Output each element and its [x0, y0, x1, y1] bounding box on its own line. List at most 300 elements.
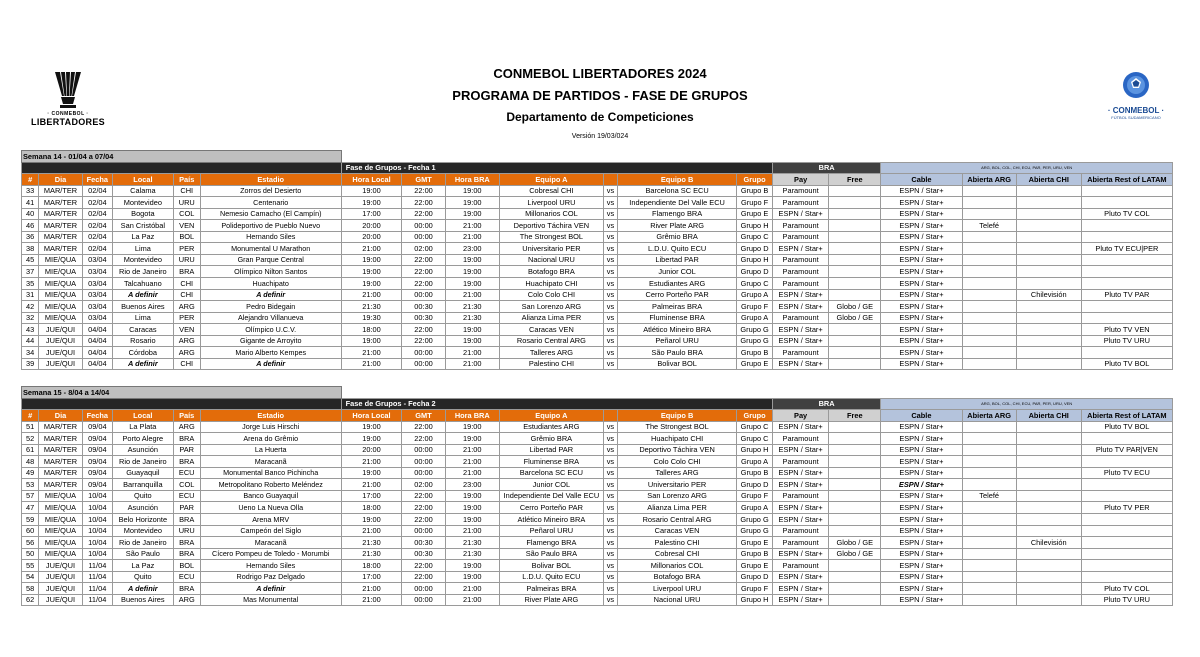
cell-stadium: Huachipato — [200, 278, 341, 290]
cell-bra-pay: ESPN / Star+ — [772, 335, 828, 347]
cell-stadium: Arena MRV — [200, 514, 341, 526]
cell-bra-pay: Paramount — [772, 560, 828, 572]
cell-local-time: 18:00 — [341, 324, 402, 336]
cell-stadium: Rodrigo Paz Delgado — [200, 571, 341, 583]
cell-open-arg — [962, 208, 1016, 220]
cell-match-number: 62 — [22, 594, 39, 606]
cell-vs: vs — [603, 197, 617, 209]
cell-open-chi — [1016, 197, 1081, 209]
cell-team-a: Grêmio BRA — [499, 433, 603, 445]
cell-local-time: 19:00 — [341, 266, 402, 278]
cell-bra-free — [829, 467, 881, 479]
cell-stadium: Mario Alberto Kempes — [200, 347, 341, 359]
cell-open-chi: Chilevisión — [1016, 537, 1081, 549]
column-header-open-chi: Abierta CHI — [1016, 410, 1081, 422]
cell-team-b: Junior COL — [618, 266, 737, 278]
phase-label: Fase de Grupos - Fecha 2 — [341, 398, 772, 410]
cell-local-time: 21:00 — [341, 583, 402, 595]
cell-local-time: 17:00 — [341, 490, 402, 502]
cell-open-chi — [1016, 278, 1081, 290]
cell-bra-time: 19:00 — [445, 266, 499, 278]
cell-stadium: Olímpico U.C.V. — [200, 324, 341, 336]
cell-open-latam — [1081, 347, 1172, 359]
cell-open-latam — [1081, 185, 1172, 197]
cell-open-chi — [1016, 324, 1081, 336]
cell-stadium: Mas Monumental — [200, 594, 341, 606]
cell-local-time: 21:30 — [341, 548, 402, 560]
phase-spacer — [22, 398, 342, 410]
column-header-row — [22, 174, 1173, 186]
column-header-city: Local — [113, 410, 174, 422]
cell-bra-time: 21:00 — [445, 358, 499, 370]
cell-bra-time: 21:30 — [445, 537, 499, 549]
cell-open-chi — [1016, 444, 1081, 456]
cell-match-number: 39 — [22, 358, 39, 370]
cell-cable: ESPN / Star+ — [881, 537, 962, 549]
cell-day: MAR/TER — [39, 220, 82, 232]
cell-team-b: Atlético Mineiro BRA — [618, 324, 737, 336]
table-row — [22, 301, 1173, 313]
cell-day: MIE/QUA — [39, 514, 82, 526]
cell-open-arg — [962, 479, 1016, 491]
cell-date: 09/04 — [82, 467, 112, 479]
cell-city: Quito — [113, 490, 174, 502]
cell-gmt-time: 00:30 — [402, 537, 445, 549]
cell-cable: ESPN / Star+ — [881, 243, 962, 255]
cell-bra-free — [829, 444, 881, 456]
cell-open-chi — [1016, 208, 1081, 220]
cell-open-arg — [962, 525, 1016, 537]
schedule-table-week-15 — [21, 386, 1173, 606]
department-name: Departamento de Competiciones — [506, 110, 694, 124]
cell-open-arg — [962, 289, 1016, 301]
cell-date: 03/04 — [82, 312, 112, 324]
cell-bra-pay: ESPN / Star+ — [772, 324, 828, 336]
table-row — [22, 324, 1173, 336]
cell-bra-free — [829, 583, 881, 595]
cell-bra-time: 21:30 — [445, 548, 499, 560]
cell-cable: ESPN / Star+ — [881, 444, 962, 456]
cell-group: Grupo G — [737, 335, 773, 347]
cell-bra-free — [829, 231, 881, 243]
cell-bra-free — [829, 514, 881, 526]
cell-team-b: Alianza Lima PER — [617, 502, 736, 514]
cell-match-number: 58 — [22, 583, 39, 595]
column-header-team-b: Equipo B — [618, 174, 737, 186]
cell-open-latam: Pluto TV BOL — [1081, 358, 1172, 370]
cell-open-arg — [962, 456, 1016, 468]
cell-date: 03/04 — [82, 278, 112, 290]
cell-stadium: La Huerta — [200, 444, 341, 456]
cell-bra-pay: ESPN / Star+ — [772, 208, 828, 220]
libertadores-logo — [28, 70, 108, 128]
cell-bra-time: 19:00 — [445, 208, 499, 220]
cell-team-b: River Plate ARG — [618, 220, 737, 232]
cell-stadium: Pedro Bidegain — [200, 301, 341, 313]
table-row — [22, 197, 1173, 209]
cell-team-a: São Paulo BRA — [499, 548, 603, 560]
cell-day: MIE/QUA — [39, 289, 82, 301]
cell-cable: ESPN / Star+ — [881, 548, 962, 560]
cell-group: Grupo C — [737, 231, 773, 243]
cell-open-chi — [1016, 456, 1081, 468]
cell-open-latam — [1081, 548, 1172, 560]
cell-vs: vs — [603, 548, 617, 560]
cell-stadium: Gigante de Arroyito — [200, 335, 341, 347]
cell-bra-time: 21:00 — [445, 467, 499, 479]
cell-cable: ESPN / Star+ — [881, 324, 962, 336]
cell-date: 10/04 — [82, 502, 112, 514]
cell-bra-free — [829, 324, 881, 336]
cell-open-latam — [1081, 490, 1172, 502]
cell-bra-time: 21:00 — [445, 289, 499, 301]
cell-group: Grupo A — [737, 312, 773, 324]
cell-match-number: 60 — [22, 525, 39, 537]
table-row — [22, 594, 1173, 606]
cell-country: URU — [173, 525, 200, 537]
cell-gmt-time: 00:00 — [402, 583, 445, 595]
cell-cable: ESPN / Star+ — [881, 571, 962, 583]
week-row — [22, 151, 1173, 163]
cell-city: Caracas — [113, 324, 174, 336]
cell-city: A definir — [113, 358, 174, 370]
cell-gmt-time: 00:30 — [402, 312, 445, 324]
table-row — [22, 208, 1173, 220]
cell-stadium: Centenario — [200, 197, 341, 209]
table-row — [22, 490, 1173, 502]
version-label: Versión 19/03/024 — [571, 133, 629, 140]
cell-local-time: 21:30 — [341, 301, 402, 313]
document-title: CONMEBOL LIBERTADORES 2024 — [493, 66, 707, 81]
cell-gmt-time: 00:00 — [402, 231, 445, 243]
cell-bra-free — [829, 525, 881, 537]
cell-day: JUE/QUI — [39, 571, 82, 583]
cell-day: MAR/TER — [39, 479, 82, 491]
cell-team-a: Deportivo Táchira VEN — [499, 220, 603, 232]
cell-stadium: Campeón del Siglo — [200, 525, 341, 537]
cell-bra-pay: ESPN / Star+ — [772, 514, 828, 526]
bra-header: BRA — [772, 398, 880, 410]
cell-open-latam: Pluto TV PER — [1081, 502, 1172, 514]
cell-open-arg — [962, 266, 1016, 278]
column-header-bra-free: Free — [829, 174, 881, 186]
cell-bra-time: 19:00 — [445, 514, 499, 526]
cell-stadium: Metropolitano Roberto Meléndez — [200, 479, 341, 491]
column-header-open-arg: Abierta ARG — [962, 410, 1016, 422]
cell-team-a: Botafogo BRA — [499, 266, 603, 278]
cell-day: MAR/TER — [39, 243, 82, 255]
cell-bra-free — [829, 433, 881, 445]
cell-day: JUE/QUI — [39, 324, 82, 336]
column-header-country: País — [173, 174, 200, 186]
phase-label: Fase de Grupos - Fecha 1 — [341, 162, 772, 174]
cell-bra-pay: Paramount — [772, 278, 828, 290]
cell-bra-pay: Paramount — [772, 220, 828, 232]
cell-country: PER — [173, 312, 200, 324]
cell-gmt-time: 22:00 — [402, 197, 445, 209]
cell-day: MAR/TER — [39, 444, 82, 456]
bra-header: BRA — [772, 162, 880, 174]
logo-conmebol-text: · CONMEBOL · — [47, 111, 89, 117]
week-blank — [341, 151, 1172, 163]
cell-open-arg — [962, 502, 1016, 514]
column-header-team-a: Equipo A — [499, 410, 603, 422]
cell-date: 10/04 — [82, 548, 112, 560]
table-row — [22, 358, 1173, 370]
cell-open-arg — [962, 583, 1016, 595]
cell-match-number: 51 — [22, 421, 39, 433]
cell-vs: vs — [603, 456, 617, 468]
cell-team-b: Cerro Porteño PAR — [618, 289, 737, 301]
cell-country: BOL — [173, 560, 200, 572]
cell-country: ARG — [173, 421, 200, 433]
column-header-date: Fecha — [82, 410, 112, 422]
cell-city: Córdoba — [113, 347, 174, 359]
cell-local-time: 17:00 — [341, 208, 402, 220]
cell-bra-pay: Paramount — [772, 347, 828, 359]
cell-bra-pay: ESPN / Star+ — [772, 289, 828, 301]
cell-match-number: 52 — [22, 433, 39, 445]
cell-stadium: Ueno La Nueva Olla — [200, 502, 341, 514]
cell-bra-pay: Paramount — [772, 537, 828, 549]
column-header-city: Local — [113, 174, 174, 186]
cell-open-chi — [1016, 560, 1081, 572]
cell-gmt-time: 00:00 — [402, 444, 445, 456]
cell-cable: ESPN / Star+ — [881, 335, 962, 347]
cell-bra-free — [829, 185, 881, 197]
cell-bra-free — [829, 266, 881, 278]
cell-bra-time: 23:00 — [445, 243, 499, 255]
cell-match-number: 34 — [22, 347, 39, 359]
cell-gmt-time: 22:00 — [402, 560, 445, 572]
cell-country: BRA — [173, 456, 200, 468]
cell-team-a: Peñarol URU — [499, 525, 603, 537]
schedule-table-week-14 — [21, 150, 1173, 370]
cell-cable: ESPN / Star+ — [881, 185, 962, 197]
cell-open-arg — [962, 197, 1016, 209]
cell-date: 09/04 — [82, 456, 112, 468]
cell-match-number: 55 — [22, 560, 39, 572]
cell-gmt-time: 22:00 — [402, 254, 445, 266]
cell-bra-pay: ESPN / Star+ — [772, 444, 828, 456]
cell-country: BRA — [173, 548, 200, 560]
cell-open-chi — [1016, 312, 1081, 324]
column-header-local-time: Hora Local — [341, 174, 402, 186]
column-header-cable: Cable — [881, 174, 962, 186]
cell-cable: ESPN / Star+ — [881, 312, 962, 324]
column-header-bra-time: Hora BRA — [445, 174, 499, 186]
cell-open-latam: Pluto TV BOL — [1081, 421, 1172, 433]
cell-open-arg — [962, 548, 1016, 560]
cell-local-time: 20:00 — [341, 220, 402, 232]
cell-country: BRA — [173, 433, 200, 445]
cell-open-chi — [1016, 583, 1081, 595]
column-header-gmt-time: GMT — [402, 410, 445, 422]
cell-open-chi — [1016, 358, 1081, 370]
cell-cable: ESPN / Star+ — [881, 594, 962, 606]
cell-country: BRA — [173, 266, 200, 278]
cell-team-b: Talleres ARG — [617, 467, 736, 479]
column-header-bra-time: Hora BRA — [445, 410, 499, 422]
cell-bra-pay: Paramount — [772, 254, 828, 266]
cell-stadium: Polideportivo de Pueblo Nuevo — [200, 220, 341, 232]
cell-date: 03/04 — [82, 254, 112, 266]
cell-stadium: Arena do Grêmio — [200, 433, 341, 445]
cell-match-number: 33 — [22, 185, 39, 197]
cell-open-arg — [962, 335, 1016, 347]
cell-date: 10/04 — [82, 525, 112, 537]
cell-cable: ESPN / Star+ — [881, 467, 962, 479]
cell-vs: vs — [603, 583, 617, 595]
table-row — [22, 479, 1173, 491]
cell-gmt-time: 00:00 — [402, 456, 445, 468]
cell-open-latam — [1081, 433, 1172, 445]
cell-team-a: San Lorenzo ARG — [499, 301, 603, 313]
cell-vs: vs — [603, 335, 617, 347]
table-row — [22, 220, 1173, 232]
cell-cable: ESPN / Star+ — [881, 490, 962, 502]
cell-local-time: 19:00 — [341, 421, 402, 433]
cell-country: CHI — [173, 185, 200, 197]
cell-local-time: 19:00 — [341, 467, 402, 479]
phase-row — [22, 162, 1173, 174]
cell-team-a: Estudiantes ARG — [499, 421, 603, 433]
cell-date: 02/04 — [82, 220, 112, 232]
cell-team-a: Huachipato CHI — [499, 278, 603, 290]
cell-bra-free: Globo / GE — [829, 537, 881, 549]
cell-cable: ESPN / Star+ — [881, 358, 962, 370]
cell-day: JUE/QUI — [39, 583, 82, 595]
cell-city: Barranquilla — [113, 479, 174, 491]
cell-bra-time: 19:00 — [445, 324, 499, 336]
table-row — [22, 444, 1173, 456]
cell-team-b: Cobresal CHI — [617, 548, 736, 560]
column-header-stadium: Estadio — [200, 174, 341, 186]
cell-open-arg — [962, 254, 1016, 266]
cell-gmt-time: 00:00 — [402, 289, 445, 301]
cell-open-arg — [962, 185, 1016, 197]
cell-date: 10/04 — [82, 537, 112, 549]
cell-vs: vs — [603, 254, 617, 266]
cell-team-a: Millonarios COL — [499, 208, 603, 220]
cell-open-latam: Pluto TV ECU — [1081, 467, 1172, 479]
cell-open-arg — [962, 571, 1016, 583]
cell-bra-pay: Paramount — [772, 525, 828, 537]
cell-gmt-time: 02:00 — [402, 243, 445, 255]
cell-open-arg — [962, 594, 1016, 606]
cell-team-a: Palmeiras BRA — [499, 583, 603, 595]
cell-bra-free — [829, 243, 881, 255]
cell-cable: ESPN / Star+ — [881, 525, 962, 537]
cell-bra-time: 19:00 — [445, 197, 499, 209]
column-header-row — [22, 410, 1173, 422]
week-row — [22, 387, 1173, 399]
cell-open-arg — [962, 243, 1016, 255]
cell-bra-pay: Paramount — [772, 312, 828, 324]
cell-date: 03/04 — [82, 289, 112, 301]
cell-day: MAR/TER — [39, 208, 82, 220]
cell-cable: ESPN / Star+ — [881, 301, 962, 313]
cell-day: MAR/TER — [39, 467, 82, 479]
cell-team-a: L.D.U. Quito ECU — [499, 571, 603, 583]
column-header-gmt-time: GMT — [402, 174, 445, 186]
cell-bra-time: 21:00 — [445, 231, 499, 243]
table-row — [22, 243, 1173, 255]
cell-team-a: Junior COL — [499, 479, 603, 491]
cell-team-b: Botafogo BRA — [617, 571, 736, 583]
cell-team-b: Huachipato CHI — [617, 433, 736, 445]
cell-local-time: 17:00 — [341, 571, 402, 583]
cell-local-time: 19:00 — [341, 433, 402, 445]
cell-stadium: Hernando Siles — [200, 560, 341, 572]
cell-match-number: 50 — [22, 548, 39, 560]
cell-group: Grupo C — [737, 421, 773, 433]
cell-date: 02/04 — [82, 208, 112, 220]
cell-city: Lima — [113, 243, 174, 255]
cell-gmt-time: 00:00 — [402, 467, 445, 479]
cell-team-b: Barcelona SC ECU — [618, 185, 737, 197]
cell-city: Calama — [113, 185, 174, 197]
cell-match-number: 38 — [22, 243, 39, 255]
cell-group: Grupo B — [737, 185, 773, 197]
cell-city: Buenos Aires — [113, 594, 174, 606]
ball-icon — [1118, 70, 1154, 100]
cell-open-chi — [1016, 421, 1081, 433]
cell-vs: vs — [603, 220, 617, 232]
cell-group: Grupo F — [737, 583, 773, 595]
cell-team-a: Bolivar BOL — [499, 560, 603, 572]
cell-team-b: Palestino CHI — [617, 537, 736, 549]
column-header-match-number: # — [22, 410, 39, 422]
table-row — [22, 571, 1173, 583]
cell-local-time: 20:00 — [341, 231, 402, 243]
cell-date: 11/04 — [82, 560, 112, 572]
cell-vs: vs — [603, 278, 617, 290]
table-row — [22, 231, 1173, 243]
cell-city: Porto Alegre — [113, 433, 174, 445]
cell-cable: ESPN / Star+ — [881, 479, 962, 491]
cell-bra-time: 19:00 — [445, 571, 499, 583]
cell-open-arg — [962, 347, 1016, 359]
cell-day: MIE/QUA — [39, 490, 82, 502]
cell-country: COL — [173, 479, 200, 491]
cell-team-b: Peñarol URU — [618, 335, 737, 347]
cell-bra-pay: ESPN / Star+ — [772, 571, 828, 583]
logo-subtitle: FÚTBOL SUDAMERICANO — [1111, 115, 1161, 120]
cell-open-latam — [1081, 278, 1172, 290]
trophy-icon — [51, 70, 85, 110]
table-row — [22, 347, 1173, 359]
cell-gmt-time: 22:00 — [402, 185, 445, 197]
cell-group: Grupo D — [737, 243, 773, 255]
cell-country: ARG — [173, 347, 200, 359]
cell-open-latam — [1081, 514, 1172, 526]
cell-stadium: Jorge Luis Hirschi — [200, 421, 341, 433]
cell-match-number: 53 — [22, 479, 39, 491]
cell-bra-pay: ESPN / Star+ — [772, 358, 828, 370]
cell-date: 11/04 — [82, 571, 112, 583]
cell-day: MAR/TER — [39, 197, 82, 209]
cell-vs: vs — [603, 185, 617, 197]
cell-open-latam: Pluto TV PAR|VEN — [1081, 444, 1172, 456]
cell-open-chi — [1016, 514, 1081, 526]
cell-match-number: 41 — [22, 197, 39, 209]
cell-country: ARG — [173, 301, 200, 313]
cell-open-arg — [962, 231, 1016, 243]
cell-city: La Paz — [113, 560, 174, 572]
cell-open-arg — [962, 467, 1016, 479]
cell-city: Asunción — [113, 444, 174, 456]
